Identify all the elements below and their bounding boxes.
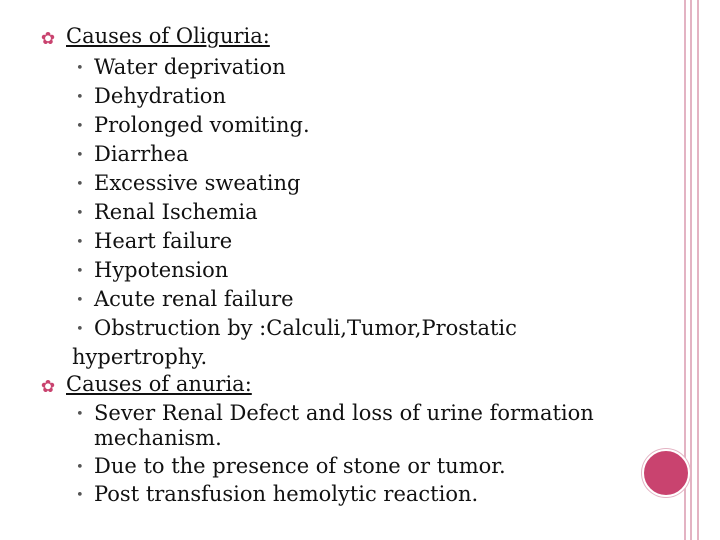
bullet-dot-icon: •: [76, 322, 84, 337]
list-item: • Water deprivation: [76, 53, 286, 82]
bullet-dot-icon: •: [76, 460, 84, 475]
list-item: • Heart failure: [76, 227, 232, 256]
bullet-dot-icon: •: [76, 488, 84, 503]
list-item: • Obstruction by :Calculi,Tumor,Prostatic: [76, 314, 517, 343]
list-item: • Dehydration: [76, 82, 226, 111]
list-item: • Hypotension: [76, 256, 228, 285]
bullet-dot-icon: •: [76, 90, 84, 105]
heading-anuria: Causes of anuria:: [66, 372, 252, 396]
bullet-dot-icon: •: [76, 119, 84, 134]
decorative-circle: [642, 449, 690, 497]
bullet-dot-icon: •: [76, 235, 84, 250]
bullet-dot-icon: •: [76, 148, 84, 163]
list-item: • Prolonged vomiting.: [76, 111, 310, 140]
flower-bullet-icon: ✿: [40, 377, 56, 397]
list-item: • Due to the presence of stone or tumor.: [76, 452, 506, 481]
decorative-bar-2: [690, 0, 692, 540]
bullet-dot-icon: •: [76, 177, 84, 192]
list-item: • Excessive sweating: [76, 169, 300, 198]
bullet-dot-icon: •: [76, 407, 84, 422]
list-item: • Post transfusion hemolytic reaction.: [76, 480, 478, 509]
list-item-continuation: mechanism.: [94, 426, 222, 450]
list-item: • Renal Ischemia: [76, 198, 258, 227]
bullet-dot-icon: •: [76, 206, 84, 221]
list-item: • Acute renal failure: [76, 285, 294, 314]
decorative-bar-3: [697, 0, 699, 540]
list-item: • Sever Renal Defect and loss of urine formation: [76, 399, 594, 428]
bullet-dot-icon: •: [76, 61, 84, 76]
bullet-dot-icon: •: [76, 293, 84, 308]
list-item: • Diarrhea: [76, 140, 189, 169]
bullet-dot-icon: •: [76, 264, 84, 279]
heading-oliguria: Causes of Oliguria:: [66, 24, 270, 48]
list-item-continuation: hypertrophy.: [72, 345, 208, 369]
flower-bullet-icon: ✿: [40, 29, 56, 49]
